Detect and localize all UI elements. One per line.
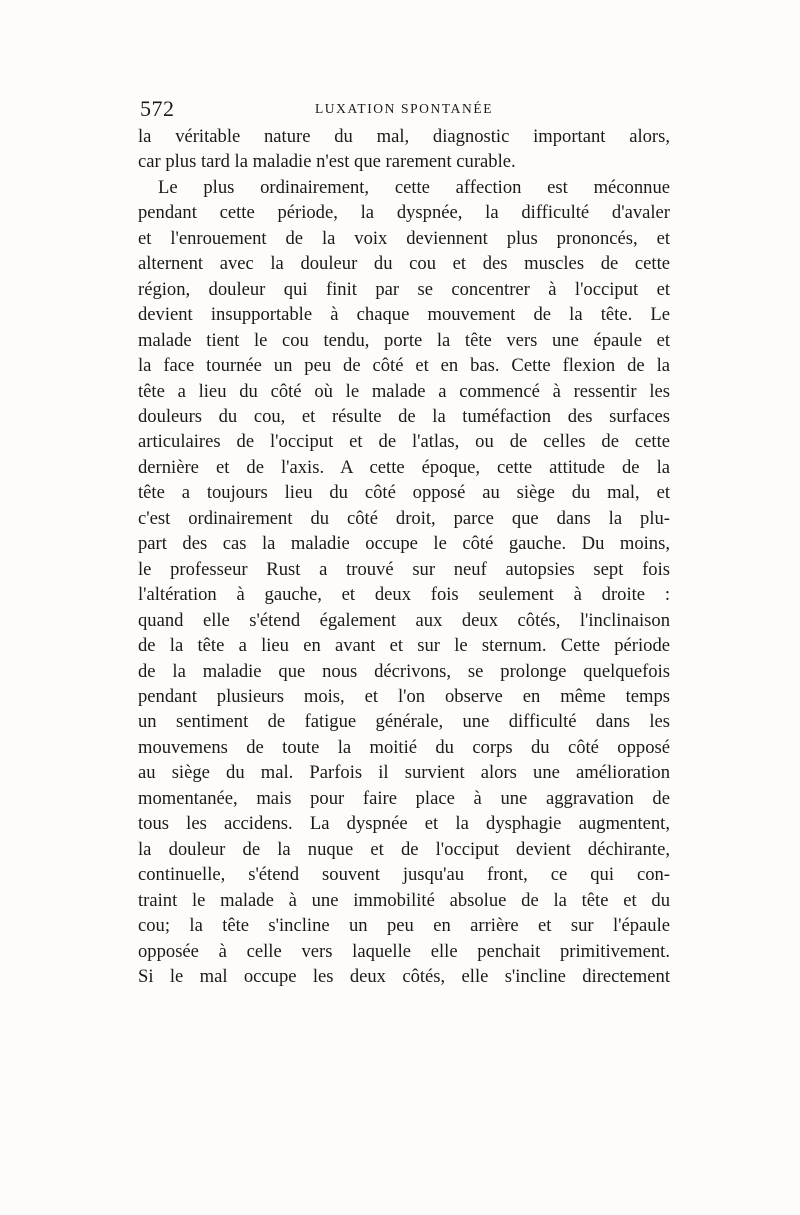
text-line: le professeur Rust a trouvé sur neuf autopsies sept fois [138, 558, 670, 580]
running-head [138, 96, 670, 126]
text-line: dernière et de l'axis. A cette époque, cette attitude de la [138, 456, 670, 478]
text-line: c'est ordinairement du côté droit, parce que dans la plu- [138, 507, 670, 529]
text-line: de la tête a lieu en avant et sur le sternum. Cette période [138, 635, 670, 657]
text-line: mouvemens de toute la moitié du corps du côté opposé [138, 736, 670, 758]
text-line: un sentiment de fatigue générale, une difficulté dans les [138, 711, 670, 733]
text-line: région, douleur qui finit par se concentrer à l'occiput et [138, 278, 670, 300]
text-line: pendant plusieurs mois, et l'on observe en même temps [138, 685, 670, 707]
text-line: traint le malade à une immobilité absolue de la tête et du [138, 889, 670, 911]
text-line: Si le mal occupe les deux côtés, elle s'incline directement [138, 965, 670, 987]
text-line: quand elle s'étend également aux deux côtés, l'inclinaison [138, 609, 670, 631]
page-number: 572 [140, 96, 175, 121]
text-line: tête a toujours lieu du côté opposé au siège du mal, et [138, 482, 670, 504]
text-line: et l'enrouement de la voix deviennent plus prononcés, et [138, 227, 670, 249]
text-line: pendant cette période, la dyspnée, la difficulté d'avaler [138, 202, 670, 224]
text-line: part des cas la maladie occupe le côté gauche. Du moins, [138, 533, 670, 555]
body-text [138, 124, 670, 989]
text-line: cou; la tête s'incline un peu en arrière et sur l'épaule [138, 915, 670, 937]
running-title: LUXATION SPONTANÉE [314, 101, 494, 116]
text-line: tous les accidens. La dyspnée et la dysphagie augmentent, [138, 813, 670, 835]
text-line: car plus tard la maladie n'est que rarement curable. [138, 151, 516, 173]
text-line: continuelle, s'étend souvent jusqu'au front, ce qui con- [138, 864, 670, 886]
text-line: articulaires de l'occiput et de l'atlas, ou de celles de cette [138, 431, 670, 453]
text-line: douleurs du cou, et résulte de la tuméfaction des surfaces [138, 405, 670, 427]
text-line: la face tournée un peu de côté et en bas. Cette flexion de la [138, 355, 670, 377]
text-line: au siège du mal. Parfois il survient alors une amélioration [138, 762, 670, 784]
text-line: opposée à celle vers laquelle elle penchait primitivement. [138, 940, 670, 962]
text-line: alternent avec la douleur du cou et des muscles de cette [138, 253, 670, 275]
text-line: tête a lieu du côté où le malade a commencé à ressentir les [138, 380, 670, 402]
text-line: momentanée, mais pour faire place à une aggravation de [138, 787, 670, 809]
text-line: l'altération à gauche, et deux fois seulement à droite : [138, 584, 670, 606]
text-line: la douleur de la nuque et de l'occiput devient déchirante, [138, 838, 670, 860]
text-line: malade tient le cou tendu, porte la tête vers une épaule et [138, 329, 670, 351]
text-line: devient insupportable à chaque mouvement de la tête. Le [138, 304, 670, 326]
paragraph-first-line: Le plus ordinairement, cette affection est méconnue [158, 176, 670, 198]
text-line: la véritable nature du mal, diagnostic important alors, [138, 126, 670, 147]
book-page [138, 0, 670, 1215]
text-line: de la maladie que nous décrivons, se prolonge quelquefois [138, 660, 670, 682]
